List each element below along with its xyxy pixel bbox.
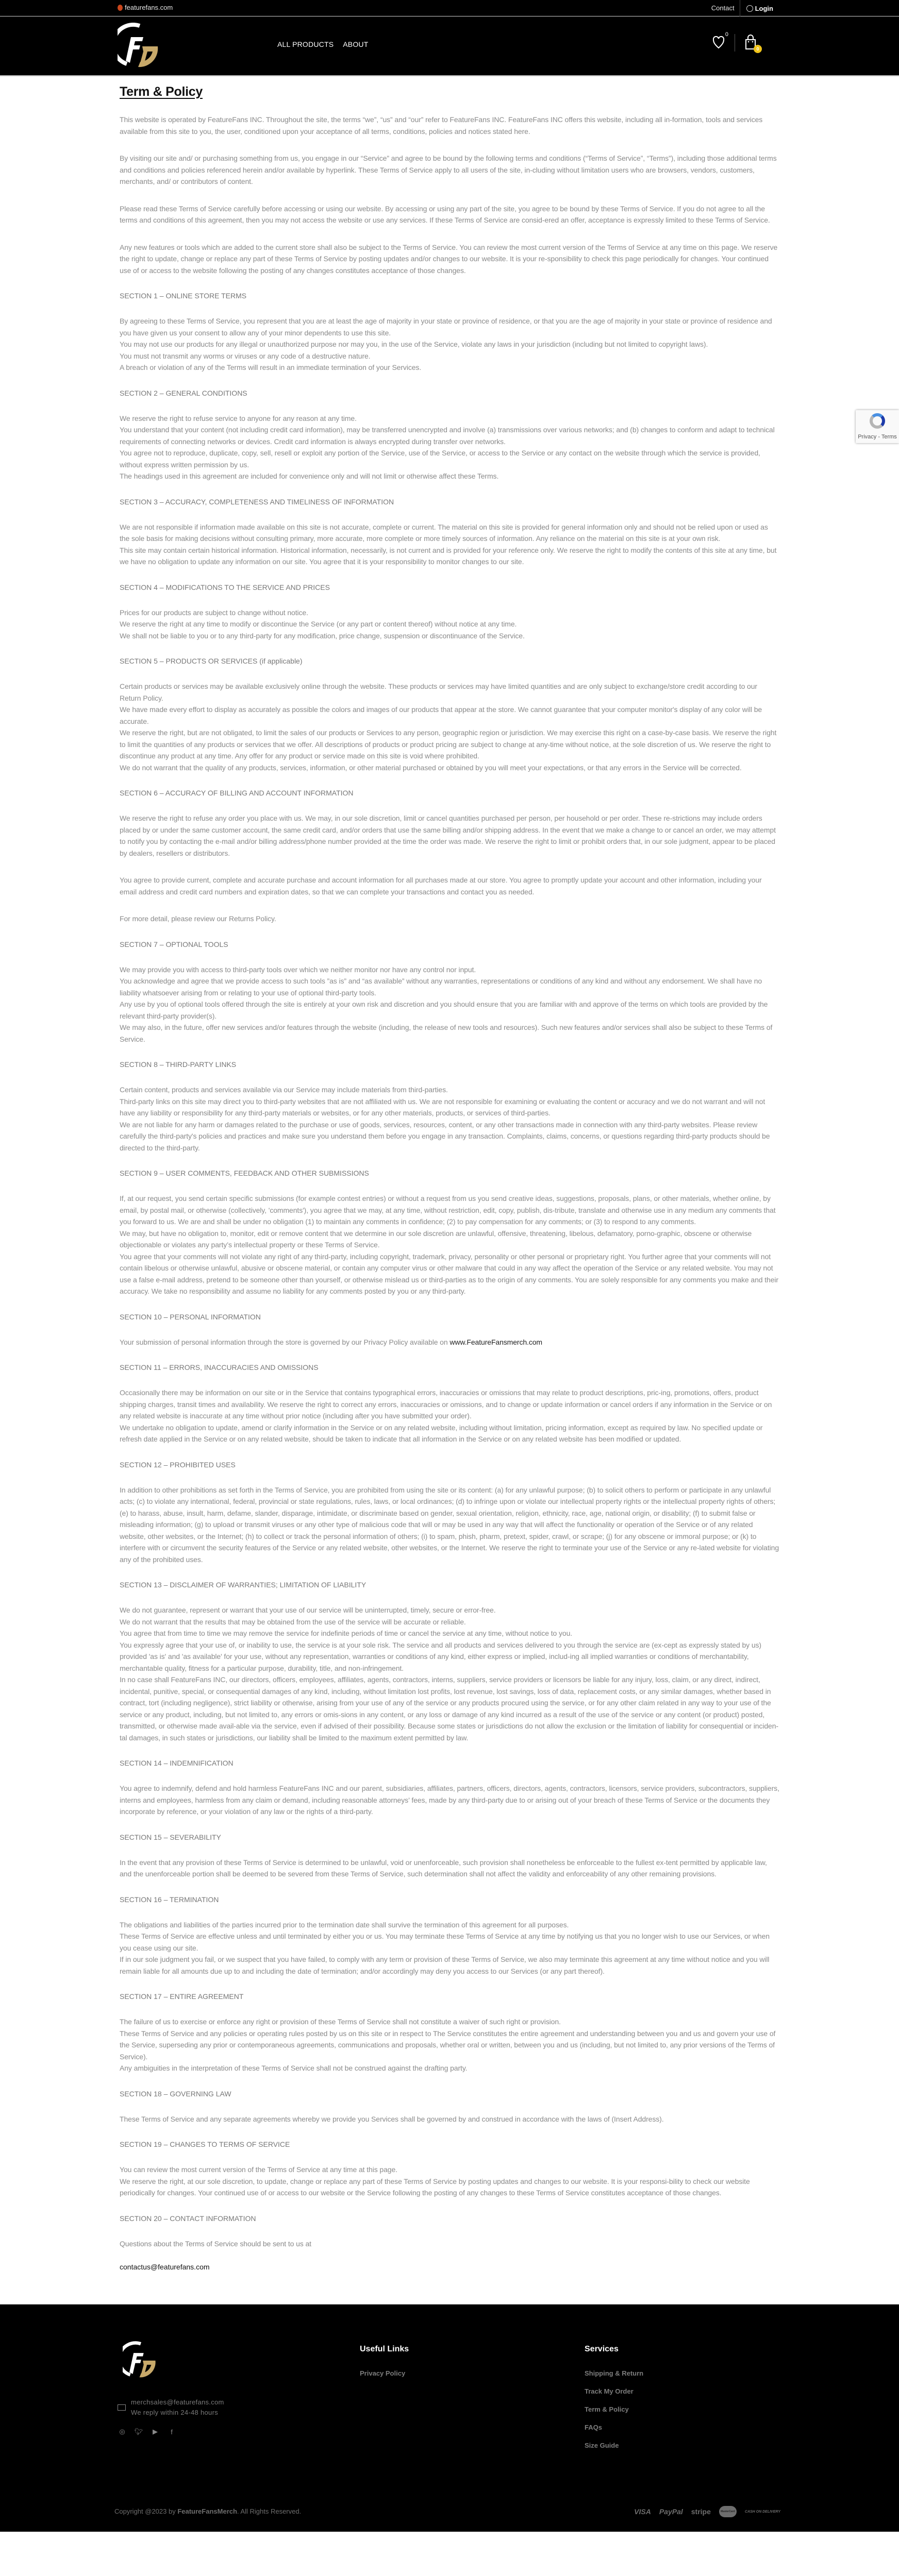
- paragraph: [120, 2113, 779, 2125]
- stripe-icon: stripe: [691, 2507, 711, 2516]
- section-heading: SECTION 17 – ENTIRE AGREEMENT: [120, 1992, 244, 2001]
- sections: [120, 292, 779, 2249]
- section-heading: SECTION 1 – ONLINE STORE TERMS: [120, 292, 247, 300]
- visa-icon: VISA: [634, 2507, 651, 2516]
- privacy-paragraph: [120, 1336, 779, 1348]
- paragraph-line: We shall not be liable to you or to any third-party for any modification, price change, suspension or discontinuance of the Service.: [120, 631, 525, 640]
- paragraph: [120, 315, 779, 374]
- login-link[interactable]: [740, 5, 773, 12]
- section-heading: SECTION 3 – ACCURACY, COMPLETENESS AND TIMELINESS OF INFORMATION: [120, 497, 394, 506]
- paragraph: [120, 2164, 779, 2199]
- paragraph: [120, 874, 779, 897]
- paragraph-line: Certain products or services may be available exclusively online through the website. These products or services may have limited quantities and are only subject to exchange/store credit according to our Return Policy.: [120, 682, 757, 702]
- contact-email-link[interactable]: contactus@featurefans.com: [120, 2263, 210, 2271]
- section-heading: SECTION 12 – PROHIBITED USES: [120, 1460, 236, 1469]
- paragraph-line: You may not use our products for any illegal or unauthorized purpose nor may you, in the use of the Service, violate any laws in your jurisdiction (including but not limited to copyright laws).: [120, 340, 708, 348]
- paragraph-line: You must not transmit any worms or viruses or any code of a destructive nature.: [120, 351, 371, 360]
- section-heading: SECTION 14 – INDEMNIFICATION: [120, 1759, 234, 1767]
- wishlist-button[interactable]: [713, 31, 728, 50]
- paragraph-line: You can review the most current version of the Terms of Service at any time at this page.: [120, 2165, 397, 2174]
- copyright-brand: FeatureFansMerch: [177, 2507, 237, 2515]
- footer-logo[interactable]: [123, 2338, 159, 2382]
- privacy-policy-site-link[interactable]: www.FeatureFansmerch.com: [450, 1337, 542, 1346]
- paragraph-line: You agree not to reproduce, duplicate, copy, sell, resell or exploit any portion of the Service, use of the Service, or access to the Service or any contact on the website through which the service is provided, without express written permission by us.: [120, 449, 760, 469]
- paragraph: [120, 1919, 779, 1977]
- section-heading: SECTION 4 – MODIFICATIONS TO THE SERVICE AND PRICES: [120, 583, 330, 591]
- paragraph-line: Any new features or tools which are added to the current store shall also be subject to the Terms of Service. You can review the most current version of the Terms of Service at any time on this page. We reserve the right to update, change or replace any part of these Terms of Service by posting updates and/or changes to our website. It is your re-sponsibility to check this page periodically for changes. Your continued use of or access to the website following the posting of any changes constitutes acceptance of those changes.: [120, 243, 778, 275]
- section-heading: SECTION 10 – PERSONAL INFORMATION: [120, 1312, 261, 1321]
- nav-all-products[interactable]: ALL PRODUCTS: [277, 40, 334, 48]
- youtube-icon[interactable]: ▶: [153, 2428, 158, 2435]
- paragraph-line: Third-party links on this site may direct you to third-party websites that are not affiliated with us. We are not responsible for examining or evaluating the content or accuracy and we do not warrant and will not have any liability or responsibility for any third-party materials or websites, or for any other materials, products, or services of third-parties.: [120, 1097, 765, 1117]
- footer-link-size-guide[interactable]: Size Guide: [585, 2442, 619, 2449]
- site-domain-label: featurefans.com: [125, 4, 173, 11]
- login-label: Login: [755, 4, 773, 12]
- paragraph-line: For more detail, please review our Returns Policy.: [120, 914, 276, 923]
- section-heading: SECTION 11 – ERRORS, INACCURACIES AND OMISSIONS: [120, 1363, 319, 1371]
- paragraph-line: We may also, in the future, offer new services and/or features through the website (including, the release of new tools and resources). Such new features and/or services shall also be subject to these Terms of Service.: [120, 1023, 773, 1043]
- paragraph-line: We have made every effort to display as accurately as possible the colors and images of our products that appear at the store. We cannot guarantee that your computer monitor's display of any color will be accurate.: [120, 705, 762, 725]
- paragraph: [120, 607, 779, 642]
- section-heading: SECTION 20 – CONTACT INFORMATION: [120, 2214, 256, 2223]
- paragraph: [120, 152, 779, 188]
- copyright-suffix: . All Rights Reserved.: [237, 2507, 302, 2515]
- paragraph-line: A breach or violation of any of the Terms will result in an immediate termination of your Services.: [120, 363, 422, 371]
- paragraph-line: By agreeing to these Terms of Service, you represent that you are at least the age of majority in your state or province of residence, or that you are the age of majority in your state or province of residence and you have given us your consent to allow any of your minor dependents to use this site.: [120, 317, 772, 337]
- paragraph-line: We may provide you with access to third-party tools over which we neither monitor nor have any control nor input.: [120, 965, 476, 974]
- paragraph: [120, 1484, 779, 1566]
- paragraph-line: In the event that any provision of these Terms of Service is determined to be unlawful, void or unenforceable, such provision shall nonetheless be enforceable to the fullest ex-tent permitted by applicable law, and the unenforceable portion shall be deemed to be severed from these Terms of Service, such determination shall not affect the validity and enforceability of any other remaining provisions.: [120, 1858, 767, 1878]
- paragraph-line: You agree to provide current, complete and accurate purchase and account information for all purchases made at our store. You agree to promptly update your account and other information, including your email address and credit card numbers and expiration dates, so that we can complete your transactions and contact you as needed.: [120, 876, 762, 896]
- site-footer: [0, 2304, 899, 2532]
- paragraph: [120, 413, 779, 482]
- paragraph-line: Occasionally there may be information on our site or in the Service that contains typographical errors, inaccuracies or omissions that may relate to product descriptions, pric-ing, promotions, offers, product shipping charges, transit times and availability. We reserve the right to correct any errors, inaccuracies or omissions, and to change or update information or cancel orders if any information in the Service or on any related website is inaccurate at any time without prior notice (including after you have submitted your order).: [120, 1388, 772, 1420]
- twitter-icon[interactable]: 🐦︎: [134, 2428, 143, 2435]
- paragraph-line: You agree that your comments will not violate any right of any third-party, including copyright, trademark, privacy, personality or other personal or proprietary right. You further agree that your comments will not contain libelous or otherwise unlawful, abusive or obscene material, or contain any computer virus or other malware that could in any way affect the operation of the Service or any related website. You may not use a false e-mail address, pretend to be someone other than yourself, or otherwise mislead us or third-parties as to the origin of any comments. You are solely responsible for any comments you make and their accuracy. We take no responsibility and assume no liability for any comments posted by you or any third-party.: [120, 1252, 778, 1295]
- section-heading: SECTION 13 – DISCLAIMER OF WARRANTIES; LIMITATION OF LIABILITY: [120, 1581, 367, 1589]
- footer-link-privacy-policy[interactable]: Privacy Policy: [360, 2369, 406, 2377]
- cart-count-badge: 0: [754, 45, 762, 53]
- section-heading: SECTION 7 – OPTIONAL TOOLS: [120, 940, 228, 948]
- section-heading: SECTION 2 – GENERAL CONDITIONS: [120, 388, 247, 397]
- paragraph-line: We do not guarantee, represent or warrant that your use of our service will be uninterrupted, timely, secure or error-free.: [120, 1606, 496, 1614]
- mastercard-icon: MasterCard: [719, 2506, 737, 2517]
- footer-link-shipping-return[interactable]: Shipping & Return: [585, 2369, 644, 2377]
- footer-email[interactable]: merchsales@featurefans.com: [131, 2398, 224, 2406]
- intro: [120, 114, 779, 276]
- payment-methods: [634, 2506, 780, 2517]
- paragraph: [120, 1783, 779, 1818]
- footer-reply-note: We reply within 24-48 hours: [131, 2409, 218, 2416]
- paragraph-line: In no case shall FeatureFans INC, our directors, officers, employees, affiliates, agents, contractors, interns, suppliers, service providers or licensors be liable for any injury, loss, claim, or any direct, indirect, incidental, punitive, special, or consequential damages of any kind, including, without limitation lost profits, lost revenue, lost savings, loss of data, replacement costs, or any similar damages, whether based in contract, tort (including negligence), strict liability or otherwise, arising from your use of any of the service or any products procured using the service, or for any other claim related in any way to your use of the service or any product, including, but not limited to, any errors or omis-sions in any content, or any loss or damage of any kind incurred as a result of the use of the service or any content (or product) posted, transmitted, or otherwise made avail-able via the service, even if advised of their possibility. Because some states or jurisdictions do not allow the exclusion or the limitation of liability for consequential or inciden-tal damages, in such states or jurisdictions, our liability shall be limited to the maximum extent permitted by law.: [120, 1675, 778, 1742]
- mail-icon: [118, 2404, 126, 2411]
- cash-on-delivery-icon: CASH ON DELIVERY: [744, 2510, 780, 2514]
- footer-contact: [118, 2397, 224, 2418]
- paragraph: [120, 203, 779, 226]
- paragraph-line: Prices for our products are subject to change without notice.: [120, 608, 308, 617]
- paragraph-line: You agree that from time to time we may remove the service for indefinite periods of time or cancel the service at any time, without notice to you.: [120, 1629, 573, 1637]
- paragraph-line: We may, but have no obligation to, monitor, edit or remove content that we determine in our sole discretion are unlawful, offensive, threatening, libelous, defamatory, porno-graphic, obscene or otherwise objectionable or violates any party’s intellectual property or these Terms of Service.: [120, 1229, 752, 1249]
- privacy-text: Your submission of personal information through the store is governed by our Privacy Policy available on: [120, 1337, 450, 1346]
- section-heading: SECTION 5 – PRODUCTS OR SERVICES (if applicable): [120, 657, 303, 665]
- paragraph-line: The failure of us to exercise or enforce any right or provision of these Terms of Service shall not constitute a waiver of such right or provision.: [120, 2018, 561, 2026]
- paragraph-line: We are not liable for any harm or damages related to the purchase or use of goods, services, resources, content, or any other transactions made in connection with any third-party websites. Please review carefully the third-party's policies and practices and make sure you understand them before you engage in any transaction. Complaints, claims, concerns, or questions regarding third-party products should be directed to the third-party.: [120, 1120, 770, 1152]
- main-header: [0, 16, 899, 76]
- paragraph-line: Questions about the Terms of Service should be sent to us at: [120, 2239, 311, 2248]
- paragraph-line: Any ambiguities in the interpretation of these Terms of Service shall not be construed against the drafting party.: [120, 2064, 468, 2072]
- paragraph-line: This website is operated by FeatureFans INC. Throughout the site, the terms “we”, “us” and “our” refer to FeatureFans INC. FeatureFans INC offers this website, including all in-formation, tools and services available from this site to you, the user, conditioned upon your acceptance of all terms, conditions, policies and notices stated here.: [120, 115, 763, 135]
- site-domain[interactable]: [118, 4, 173, 11]
- paragraph-line: These Terms of Service and any separate agreements whereby we provide you Services shall be governed by and construed in accordance with the laws of (Insert Address).: [120, 2114, 664, 2123]
- footer-services: [585, 2345, 643, 2460]
- section-heading: SECTION 9 – USER COMMENTS, FEEDBACK AND OTHER SUBMISSIONS: [120, 1169, 369, 1177]
- paragraph-line: This site may contain certain historical information. Historical information, necessarily, is not current and is provided for your reference only. We reserve the right to modify the contents of this site at any time, but we have no obligation to update any information on our site. You agree that it is your responsibility to monitor changes to our site.: [120, 546, 777, 566]
- paypal-icon: PayPal: [659, 2507, 683, 2516]
- main-nav: [277, 40, 368, 48]
- paragraph-line: By visiting our site and/ or purchasing something from us, you engage in our “Service” and agree to be bound by the following terms and conditions (“Terms of Service”, “Terms”), including those additional terms and conditions and policies referenced herein and/or available by hyperlink. These Terms of Service apply to all users of the site, in-cluding without limitation users who are browsers, vendors, customers, merchants, and/ or contributors of content.: [120, 154, 777, 185]
- paragraph: [120, 812, 779, 859]
- heart-icon: [713, 36, 724, 49]
- paragraph-line: If in our sole judgment you fail, or we suspect that you have failed, to comply with any term or provision of these Terms of Service, we also may terminate this agreement at any time without notice and you will remain liable for all amounts due up to and including the date of termination; and/or accordingly may deny you access to our Services (or any part thereof).: [120, 1955, 770, 1975]
- facebook-icon[interactable]: f: [171, 2428, 173, 2436]
- paragraph: [120, 964, 779, 1045]
- paragraph: [120, 114, 779, 137]
- paragraph-line: The obligations and liabilities of the parties incurred prior to the termination date shall survive the termination of this agreement for all purposes.: [120, 1920, 569, 1929]
- cart-button[interactable]: [744, 35, 758, 51]
- paragraph-line: In addition to other prohibitions as set forth in the Terms of Service, you are prohibited from using the site or its content: (a) for any unlawful purpose; (b) to solicit others to perform or participate in any unlawful acts; (c) to violate any international, federal, provincial or state regulations, rules, laws, or local ordinances; (d) to infringe upon or violate our intellectual property rights or the intellectual property rights of others; (e) to harass, abuse, insult, harm, defame, slander, disparage, intimidate, or discriminate based on gender, sexual orientation, religion, ethnicity, race, age, national origin, or disability; (f) to submit false or misleading information; (g) to upload or transmit viruses or any other type of malicious code that will or may be used in any way that will affect the functionality or operation of the Service or of any related website, other websites, or the Internet; (h) to collect or track the personal information of others; (i) to spam, phish, pharm, pretext, spider, crawl, or scrape; (j) for any obscene or immoral purpose; or (k) to interfere with or circumvent the security features of the Service or any related website, other websites, or the Internet. We reserve the right to terminate your use of the Service or any re-lated website for violating any of the prohibited uses.: [120, 1485, 779, 1564]
- paragraph: [120, 1604, 779, 1743]
- paragraph-line: If, at our request, you send certain specific submissions (for example contest entries) or without a request from us you send creative ideas, suggestions, proposals, plans, or other materials, whether online, by email, by postal mail, or otherwise (collectively, 'comments'), you agree that we may, at any time, without restriction, edit, copy, publish, dis-tribute, translate and otherwise use in any medium any comments that you forward to us. We are and shall be under no obligation (1) to maintain any comments in confidence; (2) to pay compensation for any comments; or (3) to respond to any comments.: [120, 1194, 776, 1226]
- recaptcha-text[interactable]: Privacy - Terms: [858, 434, 897, 440]
- footer-link-faqs[interactable]: FAQs: [585, 2424, 602, 2431]
- paragraph-line: We do not warrant that the results that may be obtained from the use of the service will be accurate or reliable.: [120, 1617, 466, 1626]
- globe-icon: [118, 5, 123, 11]
- copyright: [114, 2507, 301, 2515]
- paragraph-line: We reserve the right, but are not obligated, to limit the sales of our products or Services to any person, geographic region or jurisdiction. We may exercise this right on a case-by-case basis. We reserve the right to limit the quantities of any products or services that we offer. All descriptions of products or product pricing are subject to change at any-time without notice, at the sole discretion of us. We reserve the right to discontinue any product at any time. Any offer for any product or service made on this site is void where prohibited.: [120, 728, 777, 760]
- paragraph-line: You understand that your content (not including credit card information), may be transferred unencrypted and involve (a) transmissions over various networks; and (b) changes to conform and adapt to technical requirements of connecting networks or devices. Credit card information is always encrypted during transfer over networks.: [120, 426, 775, 446]
- paragraph-line: You expressly agree that your use of, or inability to use, the service is at your sole risk. The service and all products and services delivered to you through the service are (ex-cept as expressly stated by us) provided 'as is' and 'as available' for your use, without any representation, warranties or conditions of any kind, either express or implied, includ-ing all implied warranties or conditions of merchantability, merchantable quality, fitness for a particular purpose, durability, title, and non-infringement.: [120, 1640, 761, 1672]
- section-heading: SECTION 8 – THIRD-PARTY LINKS: [120, 1060, 237, 1069]
- nav-about[interactable]: ABOUT: [343, 40, 369, 48]
- brand-logo[interactable]: [118, 23, 162, 69]
- useful-links-title: Useful Links: [360, 2345, 409, 2353]
- paragraph-line: These Terms of Service are effective unless and until terminated by either you or us. You may terminate these Terms of Service at any time by notifying us that you no longer wish to use our Services, or when you cease using our site.: [120, 1932, 770, 1952]
- section-heading: SECTION 18 – GOVERNING LAW: [120, 2089, 231, 2098]
- paragraph-line: These Terms of Service and any policies or operating rules posted by us on this site or in respect to The Service constitutes the entire agreement and understanding between you and us and govern your use of the Service, superseding any prior or contemporaneous agreements, communications and proposals, whether oral or written, between you and us (including, but not limited to, any prior versions of the Terms of Service).: [120, 2029, 776, 2061]
- section-heading: SECTION 16 – TERMINATION: [120, 1895, 219, 1904]
- paragraph-line: We are not responsible if information made available on this site is not accurate, complete or current. The material on this site is provided for general information only and should not be relied upon or used as the sole basis for making decisions without consulting primary, more accurate, more complete or more timely sources of information. Any reliance on the material on this site is at your own risk.: [120, 522, 768, 543]
- terms-content: [0, 76, 899, 2304]
- recaptcha-icon: [870, 413, 885, 429]
- paragraph-line: We do not warrant that the quality of any products, services, information, or other material purchased or obtained by you will meet your expectations, or that any errors in the Service will be corrected.: [120, 763, 742, 772]
- social-links: [119, 2428, 175, 2435]
- paragraph: [120, 1084, 779, 1154]
- paragraph: [120, 913, 779, 925]
- user-icon: [746, 5, 753, 12]
- page-title: Term & Policy: [120, 84, 203, 99]
- paragraph: [120, 2238, 779, 2250]
- paragraph: [120, 1857, 779, 1880]
- wishlist-count: 0: [725, 31, 728, 38]
- paragraph-line: The headings used in this agreement are included for convenience only and will not limit or otherwise affect these Terms.: [120, 472, 499, 480]
- paragraph: [120, 681, 779, 773]
- paragraph-line: Please read these Terms of Service carefully before accessing or using our website. By accessing or using any part of the site, you agree to be bound by these Terms of Service. If you do not agree to all the terms and conditions of this agreement, then you may not access the website or use any services. If these Terms of Service are consid-ered an offer, acceptance is expressly limited to these Terms of Service.: [120, 204, 770, 224]
- paragraph-line: You agree to indemnify, defend and hold harmless FeatureFans INC and our parent, subsidiaries, affiliates, partners, officers, directors, agents, contractors, licensors, service providers, subcontractors, suppliers, interns and employees, harmless from any claim or demand, including reasonable attorneys’ fees, made by any third-party due to or arising out of your breach of these Terms of Service or the documents they incorporate by reference, or your violation of any law or the rights of a third-party.: [120, 1784, 779, 1816]
- footer-link-track-order[interactable]: Track My Order: [585, 2387, 634, 2395]
- copyright-prefix: Copyright @2023 by: [114, 2507, 178, 2515]
- paragraph-line: Certain content, products and services available via our Service may include materials from third-parties.: [120, 1086, 448, 1094]
- footer-link-term-policy[interactable]: Term & Policy: [585, 2405, 629, 2413]
- paragraph-line: We reserve the right, at our sole discretion, to update, change or replace any part of these Terms of Service by posting updates and changes to our website. It is your responsi-bility to check our website periodically for changes. Your continued use of or access to our website or the Service following the posting of any changes to these Terms of Service constitutes acceptance of those changes.: [120, 2177, 750, 2197]
- footer-useful-links: [360, 2345, 409, 2387]
- section-heading: SECTION 19 – CHANGES TO TERMS OF SERVICE: [120, 2140, 290, 2148]
- paragraph: [120, 1193, 779, 1297]
- paragraph-line: We undertake no obligation to update, amend or clarify information in the Service or on any related website, including without limitation, pricing information, except as required by law. No specified update or refresh date applied in the Service or on any related website, should be taken to indicate that all information in the Service or on any related website has been modified or updated.: [120, 1423, 763, 1443]
- paragraph-line: We reserve the right to refuse service to anyone for any reason at any time.: [120, 414, 357, 422]
- instagram-icon[interactable]: ◎: [119, 2428, 125, 2435]
- paragraph: [120, 1387, 779, 1445]
- paragraph-line: Any use by you of optional tools offered through the site is entirely at your own risk and discretion and you should ensure that you are familiar with and approve of the terms on which tools are provided by the relevant third-party provider(s).: [120, 1000, 768, 1020]
- paragraph: [120, 242, 779, 277]
- services-title: Services: [585, 2345, 619, 2353]
- section-heading: SECTION 6 – ACCURACY OF BILLING AND ACCOUNT INFORMATION: [120, 789, 354, 797]
- paragraph-line: We reserve the right to refuse any order you place with us. We may, in our sole discretion, limit or cancel quantities purchased per person, per household or per order. These re-strictions may include orders placed by or under the same customer account, the same credit card, and/or orders that use the same billing and/or shipping address. In the event that we make a change to or cancel an order, we may attempt to notify you by contacting the e-mail and/or billing address/phone number provided at the time the order was made. We reserve the right to limit or prohibit orders that, in our sole judgment, appear to be placed by dealers, resellers or distributors.: [120, 814, 776, 857]
- paragraph-line: You acknowledge and agree that we provide access to such tools ”as is” and “as available” without any warranties, representations or conditions of any kind and without any endorsement. We shall have no liability whatsoever arising from or relating to your use of optional third-party tools.: [120, 977, 762, 997]
- paragraph: [120, 521, 779, 568]
- top-bar: [0, 0, 899, 16]
- section-heading: SECTION 15 – SEVERABILITY: [120, 1833, 221, 1841]
- recaptcha-badge[interactable]: [856, 410, 899, 443]
- contact-link[interactable]: Contact: [711, 0, 740, 16]
- paragraph-line: We reserve the right at any time to modify or discontinue the Service (or any part or content thereof) without notice at any time.: [120, 620, 517, 628]
- paragraph: [120, 2016, 779, 2074]
